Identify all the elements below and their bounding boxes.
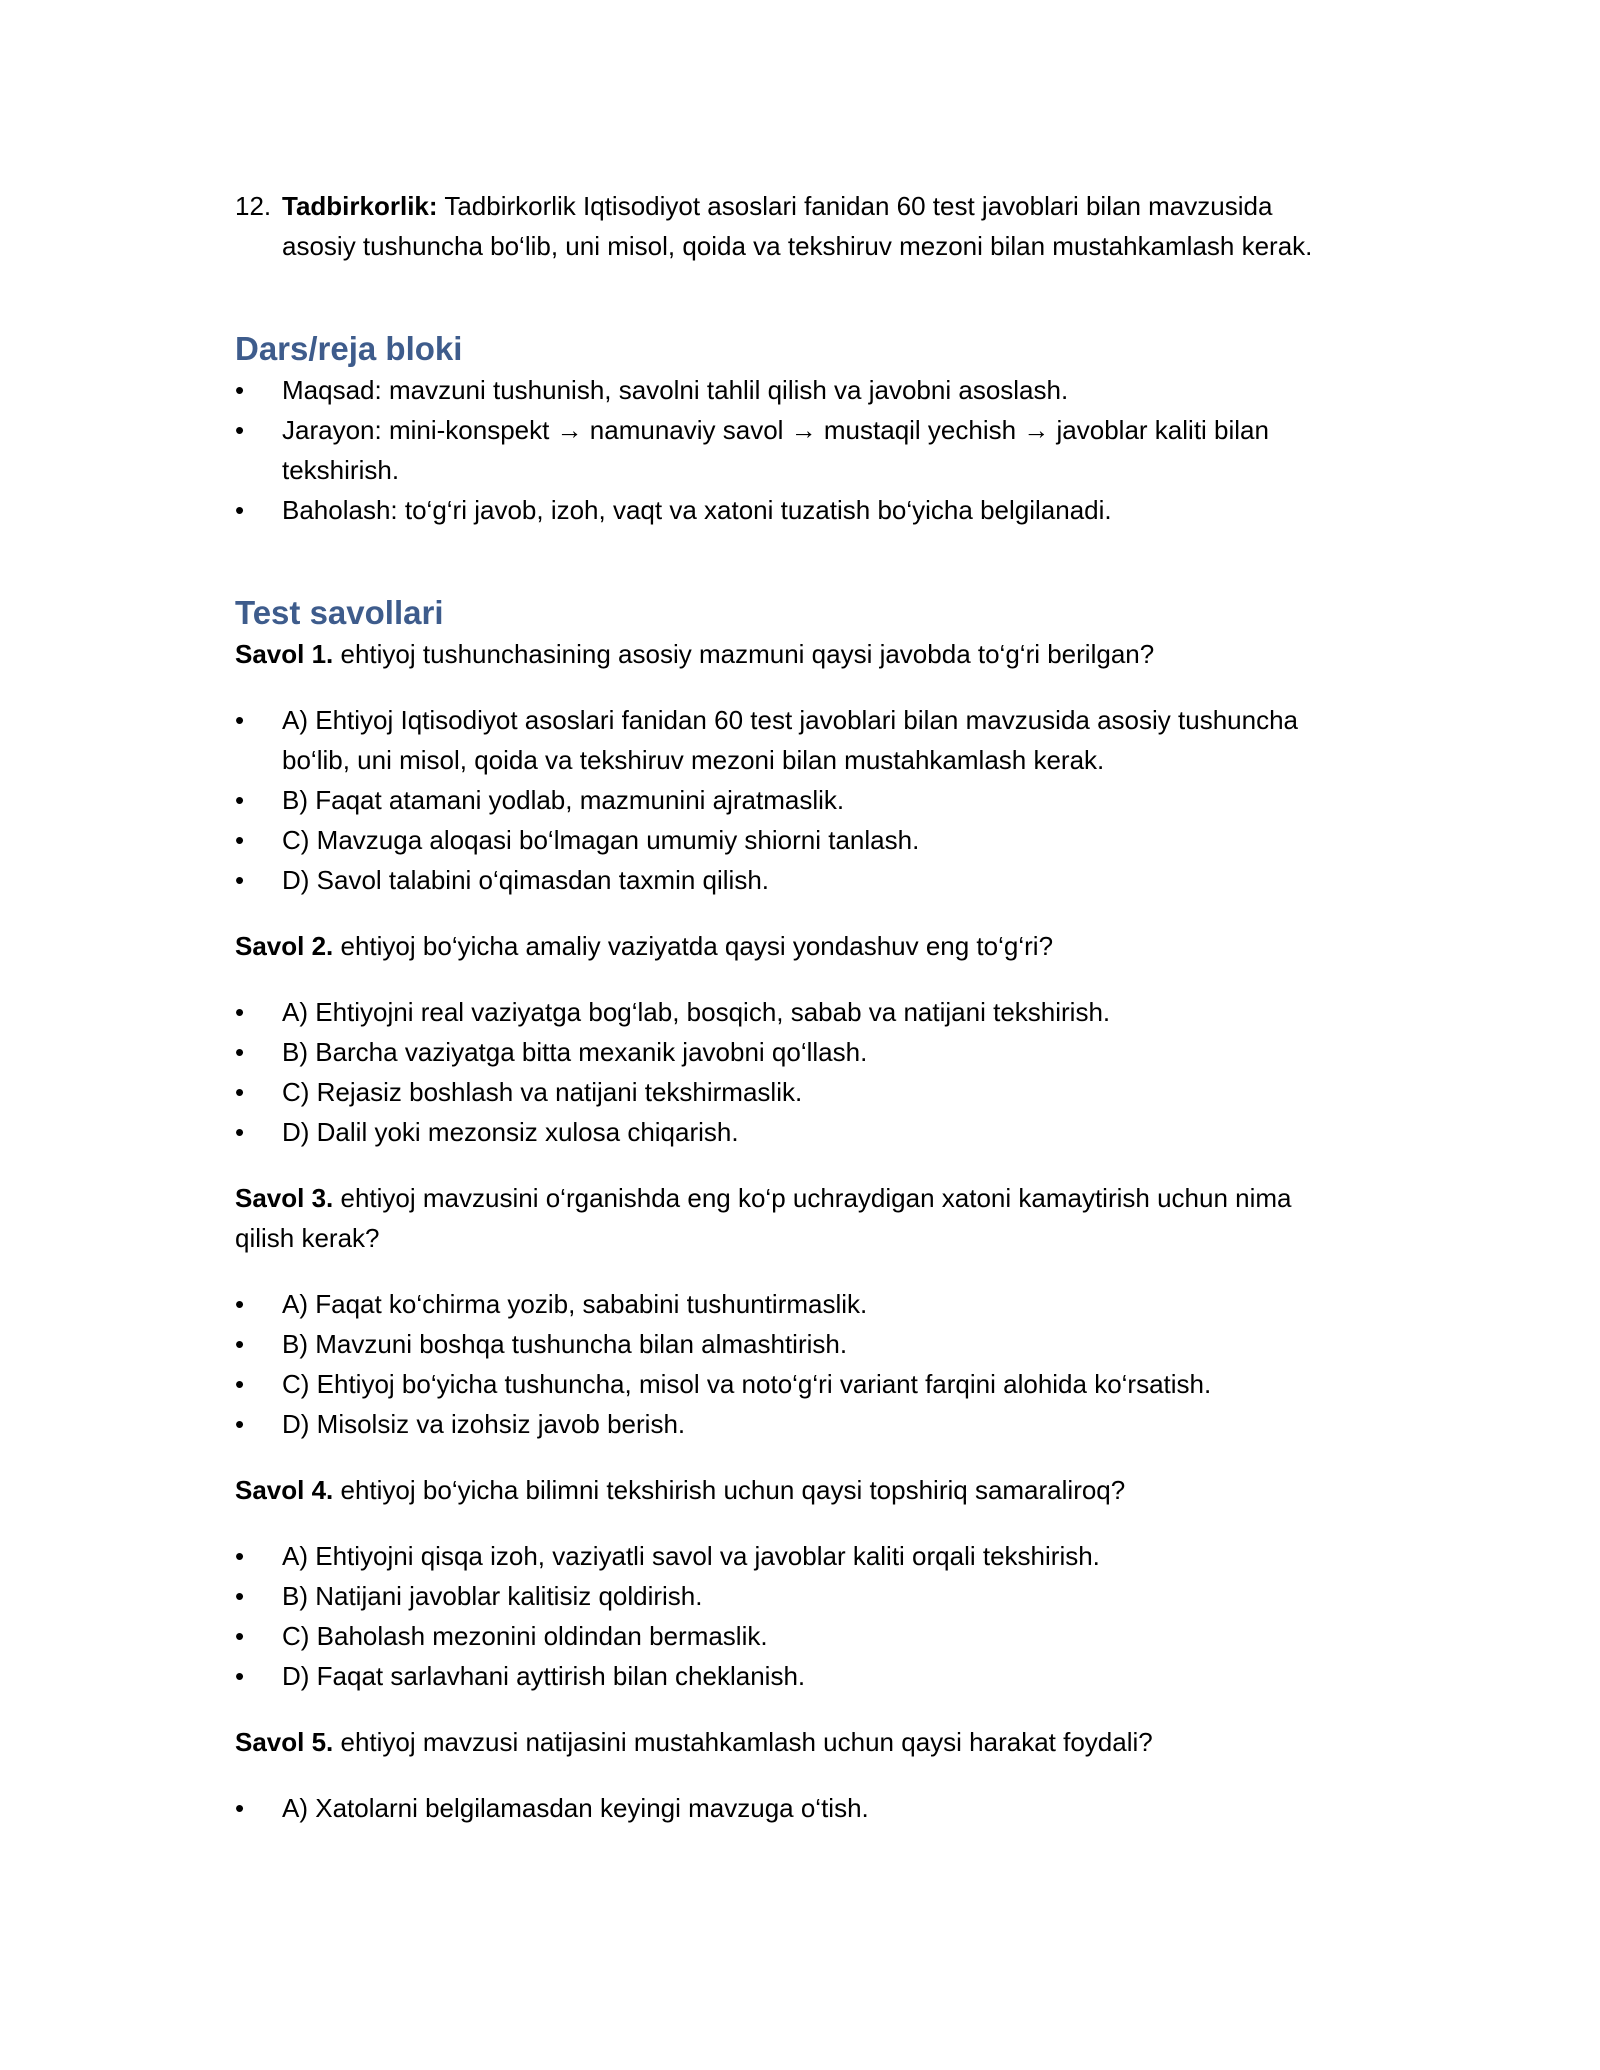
option-item: • A) Xatolarni belgilamasdan keyingi mavzuga o‘tish.: [235, 1788, 1350, 1828]
bullet-icon: •: [235, 415, 245, 445]
bullet-icon: •: [235, 1117, 245, 1147]
bullet-icon: •: [235, 375, 245, 405]
bullet-icon: •: [235, 1541, 245, 1571]
question-4: [235, 1470, 1350, 1510]
option-item: • A) Faqat ko‘chirma yozib, sababini tushuntirmaslik.: [235, 1284, 1350, 1324]
question-4-options: [235, 1536, 1350, 1696]
item-title: Tadbirkorlik:: [282, 191, 438, 221]
option-item: • D) Misolsiz va izohsiz javob berish.: [235, 1404, 1350, 1444]
question-text: ehtiyoj bo‘yicha amaliy vaziyatda qaysi yondashuv eng to‘g‘ri?: [340, 931, 1054, 961]
bullet-icon: •: [235, 1661, 245, 1691]
item-number: 12.: [235, 191, 272, 221]
bullet-icon: •: [235, 1077, 245, 1107]
bullet-icon: •: [235, 1581, 245, 1611]
question-label: Savol 5.: [235, 1727, 334, 1757]
bullet-icon: •: [235, 1793, 245, 1823]
option-item: • B) Natijani javoblar kalitisiz qoldirish.: [235, 1576, 1350, 1616]
lesson-block-list: [235, 370, 1350, 530]
question-label: Savol 1.: [235, 639, 334, 669]
bullet-icon: •: [235, 1289, 245, 1319]
bullet-icon: •: [235, 997, 245, 1027]
option-item: • C) Rejasiz boshlash va natijani tekshirmaslik.: [235, 1072, 1350, 1112]
option-item: • A) Ehtiyoj Iqtisodiyot asoslari fanidan 60 test javoblari bilan mavzusida asosiy tushuncha bo‘lib, uni misol, qoida va tekshiruv mezoni bilan mustahkamlash kerak.: [235, 700, 1350, 780]
option-item: • D) Dalil yoki mezonsiz xulosa chiqarish.: [235, 1112, 1350, 1152]
option-item: • A) Ehtiyojni qisqa izoh, vaziyatli savol va javoblar kaliti orqali tekshirish.: [235, 1536, 1350, 1576]
page-content: [235, 186, 1350, 1828]
question-3: [235, 1178, 1350, 1258]
question-2-options: [235, 992, 1350, 1152]
question-label: Savol 4.: [235, 1475, 334, 1505]
option-item: • B) Barcha vaziyatga bitta mexanik javobni qo‘llash.: [235, 1032, 1350, 1072]
question-5: [235, 1722, 1350, 1762]
option-item: • D) Savol talabini o‘qimasdan taxmin qilish.: [235, 860, 1350, 900]
question-text: ehtiyoj bo‘yicha bilimni tekshirish uchun qaysi topshiriq samaraliroq?: [340, 1475, 1126, 1505]
option-item: • C) Baholash mezonini oldindan bermaslik.: [235, 1616, 1350, 1656]
question-label: Savol 3.: [235, 1183, 334, 1213]
option-item: • C) Ehtiyoj bo‘yicha tushuncha, misol va noto‘g‘ri variant farqini alohida ko‘rsatish.: [235, 1364, 1350, 1404]
list-item: • Jarayon: mini-konspekt → namunaviy savol → mustaqil yechish → javoblar kaliti bilan tekshirish.: [235, 410, 1350, 490]
bullet-icon: •: [235, 1409, 245, 1439]
question-1-options: [235, 700, 1350, 900]
lesson-block-heading: Dars/reja bloki: [235, 330, 463, 367]
bullet-icon: •: [235, 825, 245, 855]
bullet-icon: •: [235, 785, 245, 815]
bullet-icon: •: [235, 1037, 245, 1067]
question-text: ehtiyoj tushunchasining asosiy mazmuni qaysi javobda to‘g‘ri berilgan?: [340, 639, 1155, 669]
list-item: • Maqsad: mavzuni tushunish, savolni tahlil qilish va javobni asoslash.: [235, 370, 1350, 410]
option-item: • B) Faqat atamani yodlab, mazmunini ajratmaslik.: [235, 780, 1350, 820]
bullet-icon: •: [235, 1621, 245, 1651]
option-item: • A) Ehtiyojni real vaziyatga bog‘lab, bosqich, sabab va natijani tekshirish.: [235, 992, 1350, 1032]
list-item: • Baholash: to‘g‘ri javob, izoh, vaqt va xatoni tuzatish bo‘yicha belgilanadi.: [235, 490, 1350, 530]
test-heading: Test savollari: [235, 594, 444, 631]
question-5-options: [235, 1788, 1350, 1828]
question-1: [235, 634, 1350, 674]
numbered-item-12: [235, 186, 1350, 266]
question-text: ehtiyoj mavzusi natijasini mustahkamlash uchun qaysi harakat foydali?: [340, 1727, 1153, 1757]
bullet-icon: •: [235, 865, 245, 895]
option-item: • B) Mavzuni boshqa tushuncha bilan almashtirish.: [235, 1324, 1350, 1364]
bullet-icon: •: [235, 1369, 245, 1399]
question-2: [235, 926, 1350, 966]
question-label: Savol 2.: [235, 931, 334, 961]
question-3-options: [235, 1284, 1350, 1444]
bullet-icon: •: [235, 1329, 245, 1359]
option-item: • C) Mavzuga aloqasi bo‘lmagan umumiy shiorni tanlash.: [235, 820, 1350, 860]
item-text: Tadbirkorlik Iqtisodiyot asoslari fanidan 60 test javoblari bilan mavzusida asosiy tushuncha bo‘lib, uni misol, qoida va tekshiruv mezoni bilan mustahkamlash kerak.: [282, 191, 1313, 261]
bullet-icon: •: [235, 495, 245, 525]
option-item: • D) Faqat sarlavhani ayttirish bilan cheklanish.: [235, 1656, 1350, 1696]
bullet-icon: •: [235, 705, 245, 735]
question-text: ehtiyoj mavzusini o‘rganishda eng ko‘p uchraydigan xatoni kamaytirish uchun nima qilish kerak?: [235, 1183, 1292, 1253]
